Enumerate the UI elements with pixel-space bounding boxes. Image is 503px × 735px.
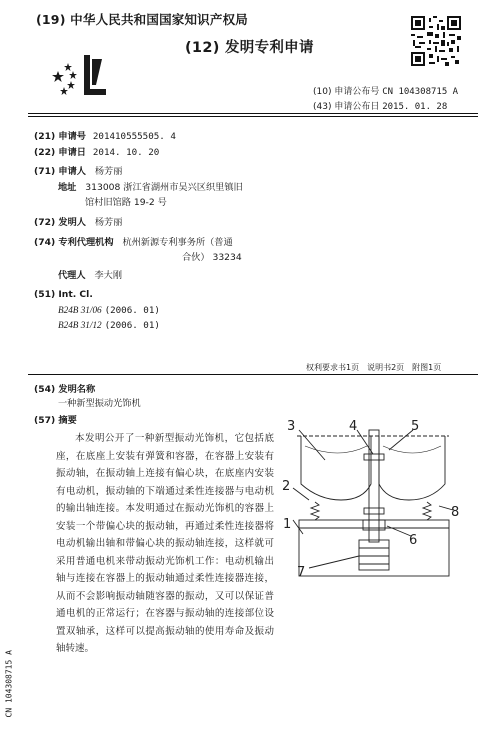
filing-date: 2014. 10. 20 [92, 147, 160, 158]
figure-label-3: 3 [287, 419, 296, 434]
publication-number: CN 104308715 A [382, 87, 459, 97]
agent-name: 李大刚 [94, 270, 123, 281]
agency-line-2: 合伙） 33234 [182, 252, 242, 263]
publication-number-label: (10) 申请公布号 [313, 87, 380, 97]
application-number-row [34, 128, 176, 142]
cnipa-logo-icon [46, 49, 112, 105]
figure-label-8: 8 [451, 505, 460, 520]
application-number-label: (21) 申请号 [34, 131, 86, 142]
page-counts: 权利要求书1页 说明书2页 附图1页 [306, 363, 442, 372]
intcl-1-version: (2006. 01) [104, 305, 160, 316]
intcl-1-code: B24B 31/06 [58, 305, 102, 315]
intcl-2-code: B24B 31/12 [58, 320, 102, 330]
publication-number-row [313, 84, 458, 97]
figure-label-6: 6 [409, 533, 418, 548]
figure-label-1: 1 [283, 517, 292, 532]
inventor-label: (72) 发明人 [34, 217, 86, 228]
applicant-label: (71) 申请人 [34, 166, 86, 177]
title-label-text: (54) 发明名称 [34, 384, 96, 395]
machine-drawing [279, 416, 464, 596]
intcl-2-version: (2006. 01) [104, 320, 160, 331]
agency-label: (74) 专利代理机构 [34, 237, 114, 248]
figure-label-2: 2 [282, 479, 291, 494]
abstract-paragraph: 本发明公开了一种新型振动光饰机，它包括底座，在底座上安装有弹簧和容器，在容器上安装有振动轴，在振动轴上连接有偏心块，在底座内安装有电动机，振动轴的下端通过柔性连接器与电动机的输出轴连接。本发明通过在振动光饰机的容器上安装一个带偏心块的振动轴，再通过柔性连接器将电动机输出轴和带偏心块的振动轴连接，这样就可采用普通电机来带动振动光饰机工作：电动机输出轴与连接在容器上的振动轴通过柔性连接器连接，从而不会影响振动轴随容器的振动，又可以保证普通电机的正常运行；在容器与振动轴的连接部位设置双轴承，这样可以提高振动轴的使用寿命及振动轴转速。 [56, 433, 274, 654]
intcl-row-1 [58, 305, 160, 316]
office-name: (19) 中华人民共和国国家知识产权局 [36, 12, 248, 27]
publication-date-label: (43) 申请公布日 [313, 102, 380, 112]
abstract-text [56, 430, 274, 658]
filing-date-row [34, 144, 159, 158]
abstract-label-text: (57) 摘要 [34, 415, 77, 426]
agency-line-1: 杭州新源专利事务所（普通 [122, 237, 233, 248]
inventor-name: 杨芳丽 [94, 217, 123, 228]
figure-label-5: 5 [411, 419, 420, 434]
address-label: 地址 [58, 182, 77, 193]
title-label [34, 381, 95, 395]
inventor-row [34, 214, 122, 228]
intcl-label [34, 289, 93, 300]
figure-label-4: 4 [349, 419, 358, 434]
publication-date-row [313, 99, 447, 112]
address-row [58, 179, 243, 193]
publication-date: 2015. 01. 28 [382, 102, 448, 112]
side-publication-number: CN 104308715 A [4, 650, 14, 718]
intcl-row-2 [58, 320, 160, 331]
applicant-row [34, 163, 122, 177]
address-line-2: 馆村旧馆路 19-2 号 [85, 197, 167, 208]
header-divider [28, 113, 478, 114]
figure-label-7: 7 [297, 565, 306, 580]
address-line-1: 313008 浙江省湖州市吴兴区织里镇旧 [85, 182, 243, 193]
right-container-outline [379, 436, 445, 500]
application-number: 201410555505. 4 [92, 131, 176, 142]
qr-code-icon [411, 16, 461, 66]
intcl-label-text: (51) Int. Cl. [34, 289, 93, 300]
agent-row [58, 267, 122, 281]
left-container-outline [301, 436, 371, 500]
document-type: (12) 发明专利申请 [185, 40, 314, 56]
abstract-label [34, 412, 77, 426]
invention-title: 一种新型振动光饰机 [58, 398, 141, 409]
filing-date-label: (22) 申请日 [34, 147, 86, 158]
pages-divider [28, 374, 478, 375]
header-divider-2 [28, 116, 478, 117]
agent-label: 代理人 [58, 270, 86, 281]
applicant-name: 杨芳丽 [94, 166, 123, 177]
agency-row [34, 234, 233, 248]
